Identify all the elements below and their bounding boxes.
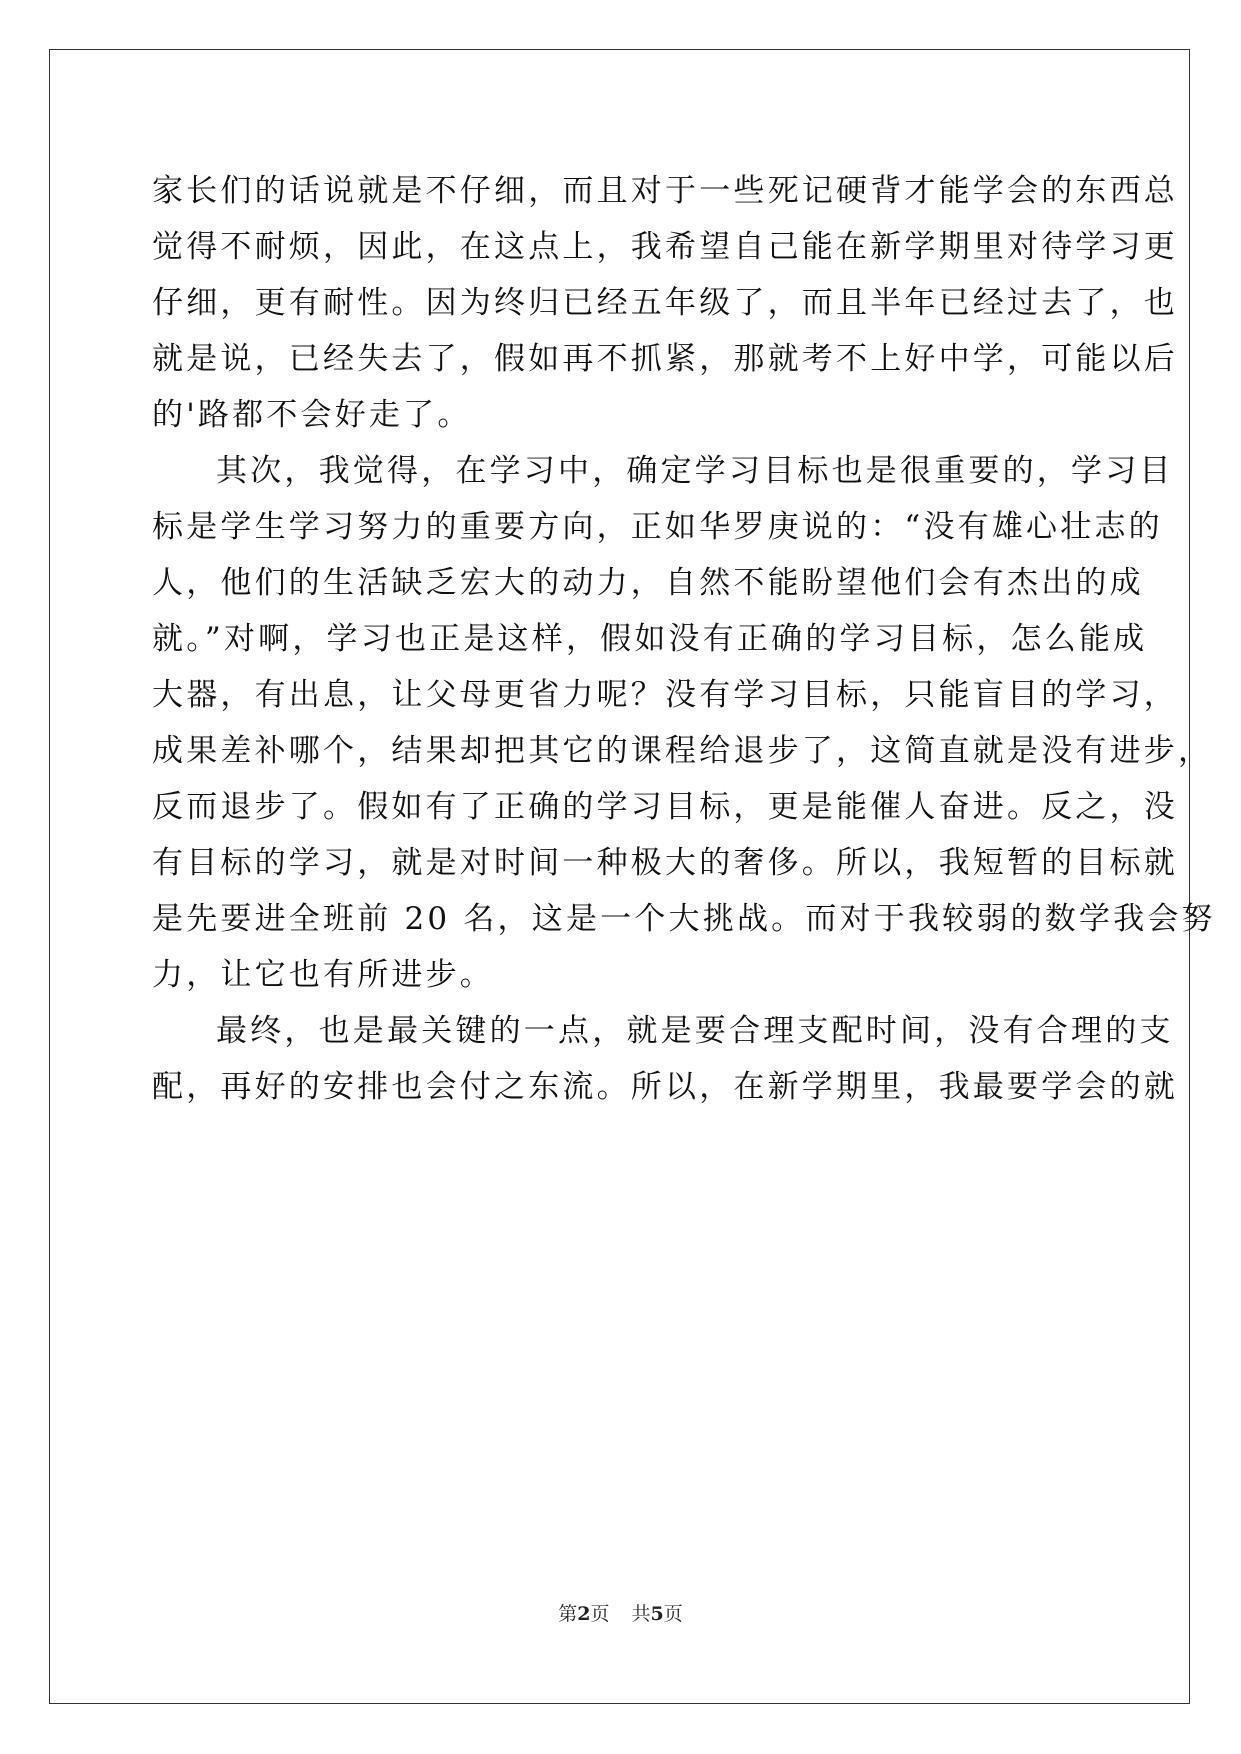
total-page-number: 5 xyxy=(650,1603,664,1625)
current-page-number: 2 xyxy=(577,1603,591,1625)
text-line: 有目标的学习，就是对时间一种极大的奢侈。所以，我短暂的目标就 xyxy=(152,845,1178,881)
total-prefix: 共 xyxy=(631,1603,651,1625)
total-unit: 页 xyxy=(663,1603,683,1625)
paragraph-first-line: 最终，也是最关键的一点，就是要合理支配时间，没有合理的支 xyxy=(216,1013,1174,1049)
page-prefix: 第 xyxy=(558,1603,578,1625)
text-line: 就。”对啊，学习也正是这样，假如没有正确的学习目标，怎么能成 xyxy=(152,621,1148,657)
text-line: 的'路都不会好走了。 xyxy=(152,397,472,433)
text-line: 反而退步了。假如有了正确的学习目标，更是能催人奋进。反之，没 xyxy=(152,789,1178,825)
text-line: 仔细，更有耐性。因为终归已经五年级了，而且半年已经过去了，也 xyxy=(152,285,1178,321)
page-unit: 页 xyxy=(590,1603,610,1625)
text-line: 家长们的话说就是不仔细，而且对于一些死记硬背才能学会的东西总 xyxy=(152,173,1178,209)
text-line: 是先要进全班前 20 名，这是一个大挑战。而对于我较弱的数学我会努 xyxy=(152,901,1216,937)
text-line: 就是说，已经失去了，假如再不抓紧，那就考不上好中学，可能以后 xyxy=(152,341,1178,377)
text-line: 人，他们的生活缺乏宏大的动力，自然不能盼望他们会有杰出的成 xyxy=(152,565,1144,601)
text-line: 配，再好的安排也会付之东流。所以，在新学期里，我最要学会的就 xyxy=(152,1069,1178,1105)
text-line: 标是学生学习努力的重要方向，正如华罗庚说的：“没有雄心壮志的 xyxy=(152,509,1163,545)
text-line: 大器，有出息，让父母更省力呢？没有学习目标，只能盲目的学习， xyxy=(152,677,1178,713)
text-line: 力，让它也有所进步。 xyxy=(152,957,494,993)
paragraph-first-line: 其次，我觉得，在学习中，确定学习目标也是很重要的，学习目 xyxy=(216,453,1174,489)
text-line: 成果差补哪个，结果却把其它的课程给退步了，这简直就是没有进步， xyxy=(152,733,1213,769)
page-footer xyxy=(0,1602,1241,1626)
text-line: 觉得不耐烦，因此，在这点上，我希望自己能在新学期里对待学习更 xyxy=(152,229,1178,265)
